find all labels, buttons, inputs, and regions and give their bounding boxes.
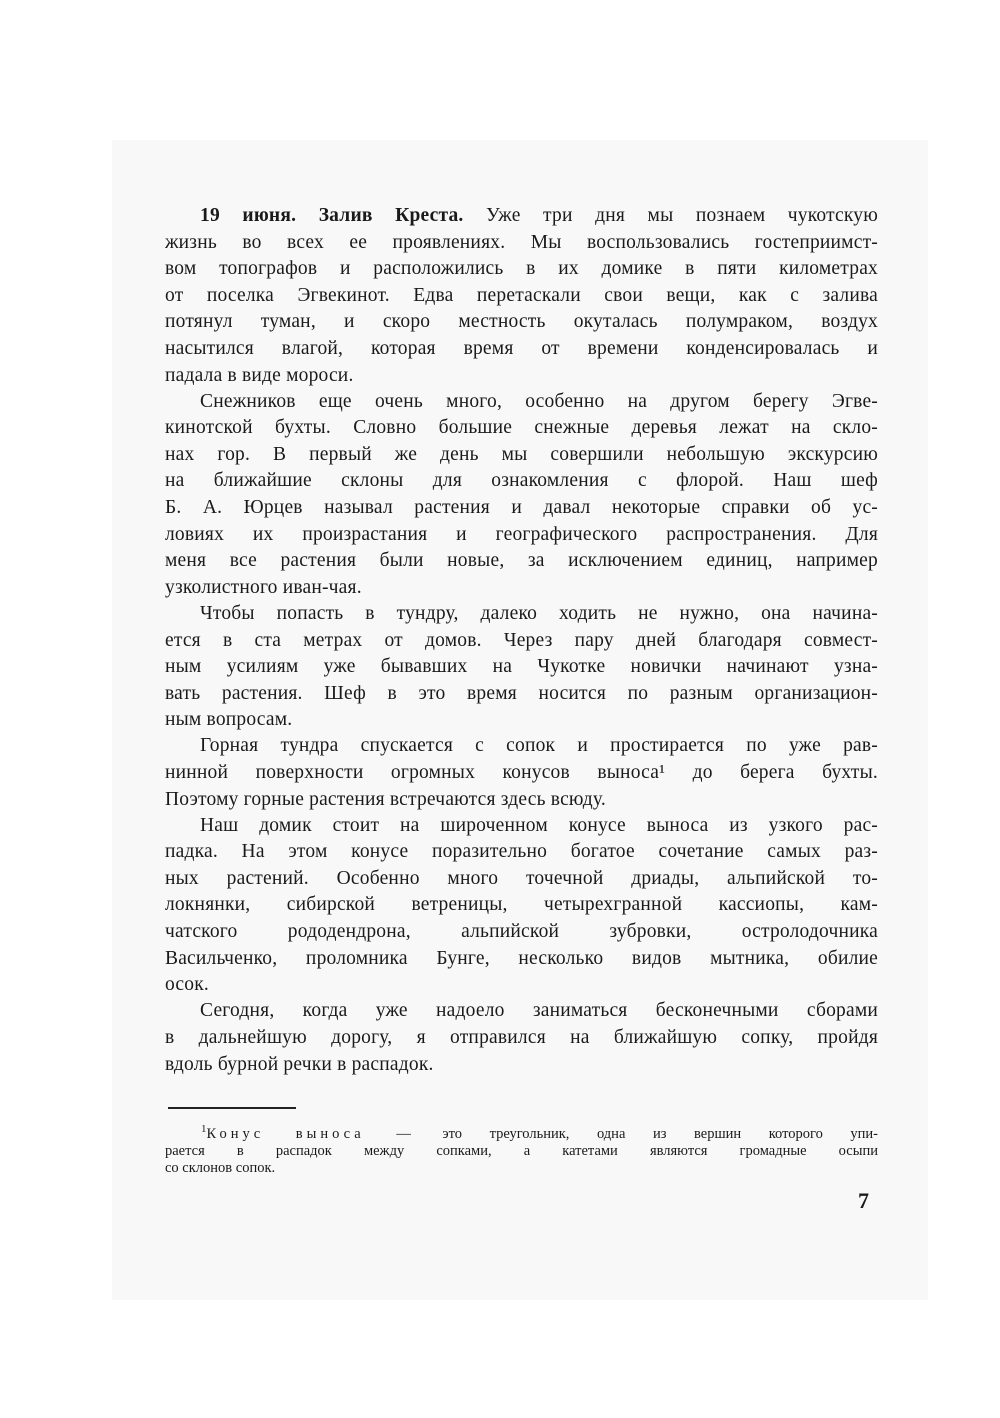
text-line: ется в ста метрах от домов. Через пару дней благодаря совмест- bbox=[165, 629, 878, 651]
text-line: ным вопросам. bbox=[165, 709, 293, 731]
text-line: ловиях их произрастания и географического распространения. Для bbox=[165, 523, 878, 545]
text-line: от поселка Эгвекинот. Едва перетаскали свои вещи, как с залива bbox=[165, 284, 878, 306]
paragraph bbox=[165, 813, 878, 999]
text-line: жизнь во всех ее проявлениях. Мы воспользовались гостеприимст- bbox=[165, 231, 878, 253]
text-line-content: Уже три дня мы познаем чукотскую bbox=[486, 205, 879, 226]
text-line: Горная тундра спускается с сопок и простирается по уже рав- bbox=[200, 735, 878, 757]
text-line: Васильченко, проломника Бунге, несколько видов мытника, обилие bbox=[165, 947, 878, 969]
text-line: насытился влагой, которая время от времени конденсировалась и bbox=[165, 337, 878, 359]
text-line bbox=[165, 203, 878, 230]
text-line: падка. На этом конусе поразительно богатое сочетание самых раз- bbox=[165, 841, 878, 863]
paragraph bbox=[165, 389, 878, 602]
footnote-line: рается в распадок между сопками, а катетами являются громадные осыпи bbox=[165, 1143, 878, 1159]
paragraph bbox=[165, 733, 878, 813]
text-line: кинотской бухты. Словно большие снежные деревья лежат на скло- bbox=[165, 417, 878, 439]
text-line: ных растений. Особенно много точечной дриады, альпийской то- bbox=[165, 867, 878, 889]
paragraph bbox=[165, 998, 878, 1078]
text-line: в дальнейшую дорогу, я отправился на ближайшую сопку, пройдя bbox=[165, 1026, 878, 1048]
text-line: на ближайшие склоны для ознакомления с флорой. Наш шеф bbox=[165, 470, 878, 492]
footnote-divider bbox=[168, 1107, 296, 1109]
text-line: Снежников еще очень много, особенно на другом берегу Эгве- bbox=[200, 390, 878, 412]
footnote-line: со склонов сопок. bbox=[165, 1160, 276, 1176]
text-line: ным усилиям уже бывавших на Чукотке новички начинают узна- bbox=[165, 656, 878, 678]
paragraph bbox=[165, 203, 878, 389]
text-line: локнянки, сибирской ветреницы, четырехгранной кассиопы, кам- bbox=[165, 894, 878, 916]
page-number: 7 bbox=[858, 1188, 869, 1213]
text-line: осок. bbox=[165, 974, 209, 996]
text-line: узколистного иван-чая. bbox=[165, 576, 362, 598]
footnote-marker: 1 bbox=[201, 1123, 207, 1136]
text-line: нинной поверхности огромных конусов выноса¹ до берега бухты. bbox=[165, 761, 878, 783]
footnote-term: Конус выноса — bbox=[206, 1126, 415, 1142]
text-line: чатского рододендрона, альпийской зубровки, остролодочника bbox=[165, 921, 878, 943]
text-line: падала в виде мороси. bbox=[165, 364, 354, 386]
main-text bbox=[165, 203, 878, 1078]
paragraph bbox=[165, 601, 878, 734]
text-line: вом топографов и расположились в их домике в пяти километрах bbox=[165, 258, 878, 280]
text-line: Чтобы попасть в тундру, далеко ходить не нужно, она начина- bbox=[200, 602, 878, 624]
text-line: нах гор. В первый же день мы совершили небольшую экскурсию bbox=[165, 443, 878, 465]
footnote bbox=[165, 1123, 879, 1177]
text-line: Наш домик стоит на широченном конусе выноса из узкого рас- bbox=[200, 814, 878, 836]
footnote-line bbox=[165, 1123, 879, 1143]
footnote-text: это треугольник, одна из вершин которого упи- bbox=[442, 1126, 879, 1142]
text-line: Сегодня, когда уже надоело заниматься бесконечными сборами bbox=[200, 1000, 878, 1022]
entry-heading: 19 июня. Залив Креста. bbox=[200, 205, 464, 226]
text-line: Б. А. Юрцев называл растения и давал некоторые справки об ус- bbox=[165, 497, 878, 519]
text-line: вдоль бурной речки в распадок. bbox=[165, 1053, 434, 1075]
text-line: меня все растения были новые, за исключением единиц, например bbox=[165, 550, 878, 572]
text-line: вать растения. Шеф в это время носится по разным организацион- bbox=[165, 682, 878, 704]
text-line: потянул туман, и скоро местность окуталась полумраком, воздух bbox=[165, 311, 878, 333]
text-line: Поэтому горные растения встречаются здесь всюду. bbox=[165, 788, 606, 810]
